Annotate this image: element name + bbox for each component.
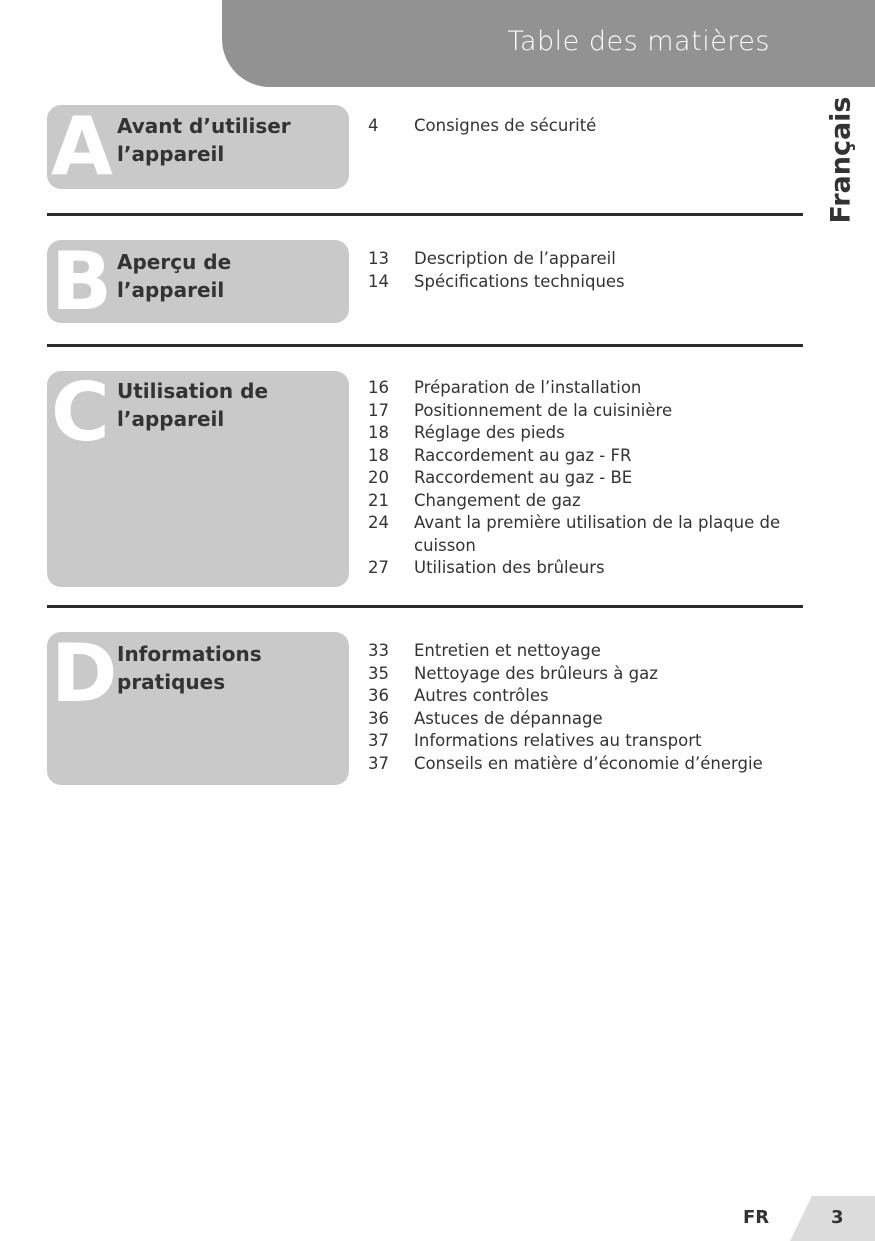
section-divider — [47, 344, 803, 347]
page-title: Table des matières — [507, 26, 770, 57]
page-number: 33 — [368, 641, 389, 660]
entry-title: Préparation de l’installation — [414, 378, 642, 397]
toc-entry[interactable] — [368, 271, 828, 294]
entry-title: Informations relatives au transport — [414, 731, 702, 750]
page-number: 18 — [368, 423, 389, 442]
page-number: 24 — [368, 513, 389, 532]
page-number: 35 — [368, 663, 389, 683]
entry-title: Utilisation des brûleurs — [414, 558, 605, 577]
page-number: 37 — [368, 731, 389, 750]
page-number: 37 — [368, 753, 389, 773]
toc-entry[interactable] — [368, 708, 828, 731]
page-number: 36 — [368, 708, 389, 728]
toc-entry[interactable] — [368, 753, 828, 776]
entry-title: Autres contrôles — [414, 686, 549, 705]
toc-entry[interactable] — [368, 115, 828, 138]
toc-entry[interactable] — [368, 730, 828, 753]
entry-title: Raccordement au gaz - FR — [414, 445, 632, 465]
page-number: 13 — [368, 249, 389, 268]
entry-title: Spécifications techniques — [414, 271, 625, 291]
section-title-line: l’appareil — [117, 142, 225, 166]
toc-entry[interactable] — [368, 685, 828, 708]
section-title — [117, 112, 342, 168]
section-title-line: pratiques — [117, 670, 226, 694]
toc-entry[interactable] — [368, 422, 828, 445]
section-title — [117, 640, 342, 696]
section-title-line: Aperçu de — [117, 250, 232, 274]
section-title-line: Avant d’utiliser — [117, 114, 291, 138]
section-title — [117, 377, 342, 433]
page-number: 20 — [368, 468, 389, 487]
entry-title: Entretien et nettoyage — [414, 641, 601, 660]
page-number: 27 — [368, 558, 389, 577]
section-letter: B — [51, 235, 112, 328]
entry-title: Consignes de sécurité — [414, 116, 597, 135]
page-number: 21 — [368, 490, 389, 510]
page-number: 17 — [368, 400, 389, 420]
toc-entries — [368, 377, 828, 580]
section-title-line: l’appareil — [117, 278, 225, 302]
section-title-line: Utilisation de — [117, 379, 269, 403]
toc-entries — [368, 248, 828, 293]
entry-title: Nettoyage des brûleurs à gaz — [414, 663, 658, 683]
page-number: 36 — [368, 686, 389, 705]
toc-entry[interactable] — [368, 445, 828, 468]
section-title — [117, 248, 342, 304]
toc-entries — [368, 115, 828, 138]
footer-language: FR — [743, 1207, 770, 1228]
entry-title: Avant la première utilisation de la plaque de cuisson — [414, 513, 781, 555]
section-letter: A — [51, 100, 113, 193]
page-number: 14 — [368, 271, 389, 291]
entry-title: Astuces de dépannage — [414, 708, 603, 728]
section-divider — [47, 605, 803, 608]
language-side-label: Français — [825, 96, 857, 224]
entry-title: Changement de gaz — [414, 490, 581, 510]
toc-entry[interactable] — [368, 557, 828, 580]
toc-entries — [368, 640, 828, 775]
section-title-line: l’appareil — [117, 407, 225, 431]
toc-entry[interactable] — [368, 248, 828, 271]
entry-title: Positionnement de la cuisinière — [414, 400, 673, 420]
entry-title: Conseils en matière d’économie d’énergie — [414, 753, 763, 773]
section-title-line: Informations — [117, 642, 262, 666]
toc-entry[interactable] — [368, 512, 828, 557]
section-letter: C — [51, 366, 110, 459]
toc-entry[interactable] — [368, 377, 828, 400]
entry-title: Réglage des pieds — [414, 423, 565, 442]
page-number: 4 — [368, 116, 379, 135]
entry-title: Raccordement au gaz - BE — [414, 468, 633, 487]
toc-entry[interactable] — [368, 400, 828, 423]
toc-entry[interactable] — [368, 467, 828, 490]
toc-entry[interactable] — [368, 490, 828, 513]
section-letter: D — [51, 627, 118, 720]
page-number-footer: 3 — [831, 1207, 844, 1228]
page-number: 16 — [368, 378, 389, 397]
toc-entry[interactable] — [368, 640, 828, 663]
page-number: 18 — [368, 445, 389, 465]
toc-entry[interactable] — [368, 663, 828, 686]
header-tab — [222, 0, 875, 87]
entry-title: Description de l’appareil — [414, 249, 616, 268]
section-divider — [47, 213, 803, 216]
